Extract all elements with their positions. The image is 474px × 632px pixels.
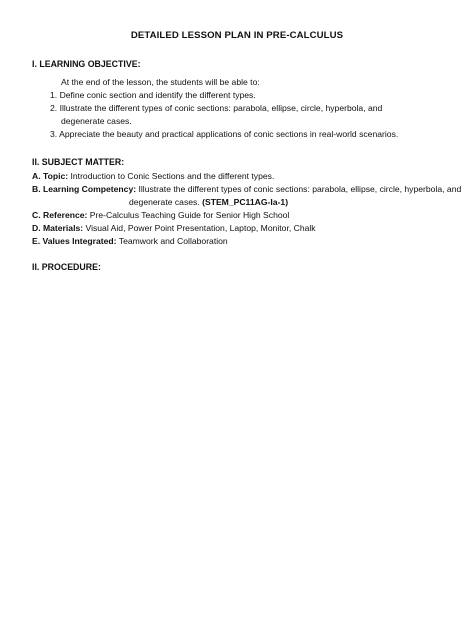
reference-row [32,210,289,221]
materials-row [32,223,316,234]
values-label: E. Values Integrated: [32,236,117,246]
learning-objective-heading: I. LEARNING OBJECTIVE: [32,59,141,69]
competency-value: Illustrate the different types of conic sections: parabola, ellipse, circle, hyperbola, and [138,184,462,194]
topic-label: A. Topic: [32,171,69,181]
objective-item-1 [50,90,256,101]
objective-item-3-text: Appreciate the beauty and practical applications of conic sections in real-world scenarios. [59,129,399,139]
topic-value: Introduction to Conic Sections and the different types. [70,171,275,181]
objective-item-1-number: 1. [50,90,58,100]
objective-intro: At the end of the lesson, the students will be able to: [61,77,260,87]
competency-label: B. Learning Competency: [32,184,137,194]
reference-value: Pre-Calculus Teaching Guide for Senior High School [89,210,290,220]
topic-row [32,171,274,182]
reference-label: C. Reference: [32,210,88,220]
objective-item-2-number: 2. [50,103,58,113]
materials-label: D. Materials: [32,223,84,233]
competency-code: (STEM_PC11AG-Ia-1) [202,197,289,207]
objective-item-3 [50,129,398,140]
document-title: DETAILED LESSON PLAN IN PRE-CALCULUS [130,30,344,41]
procedure-heading: II. PROCEDURE: [32,262,101,272]
values-value: Teamwork and Collaboration [118,236,228,246]
objective-item-2 [50,103,382,114]
values-row [32,236,228,247]
objective-item-3-number: 3. [50,129,58,139]
objective-item-2-text: Illustrate the different types of conic sections: parabola, ellipse, circle, hyperbola, and [59,103,383,113]
objective-item-2-continuation: degenerate cases. [61,116,132,126]
competency-continuation-row [129,197,288,208]
objective-item-1-text: Define conic section and identify the different types. [59,90,256,100]
subject-matter-heading: II. SUBJECT MATTER: [32,157,125,167]
competency-row [32,184,461,195]
competency-continuation: degenerate cases. [129,197,200,207]
materials-value: Visual Aid, Power Point Presentation, Laptop, Monitor, Chalk [85,223,316,233]
